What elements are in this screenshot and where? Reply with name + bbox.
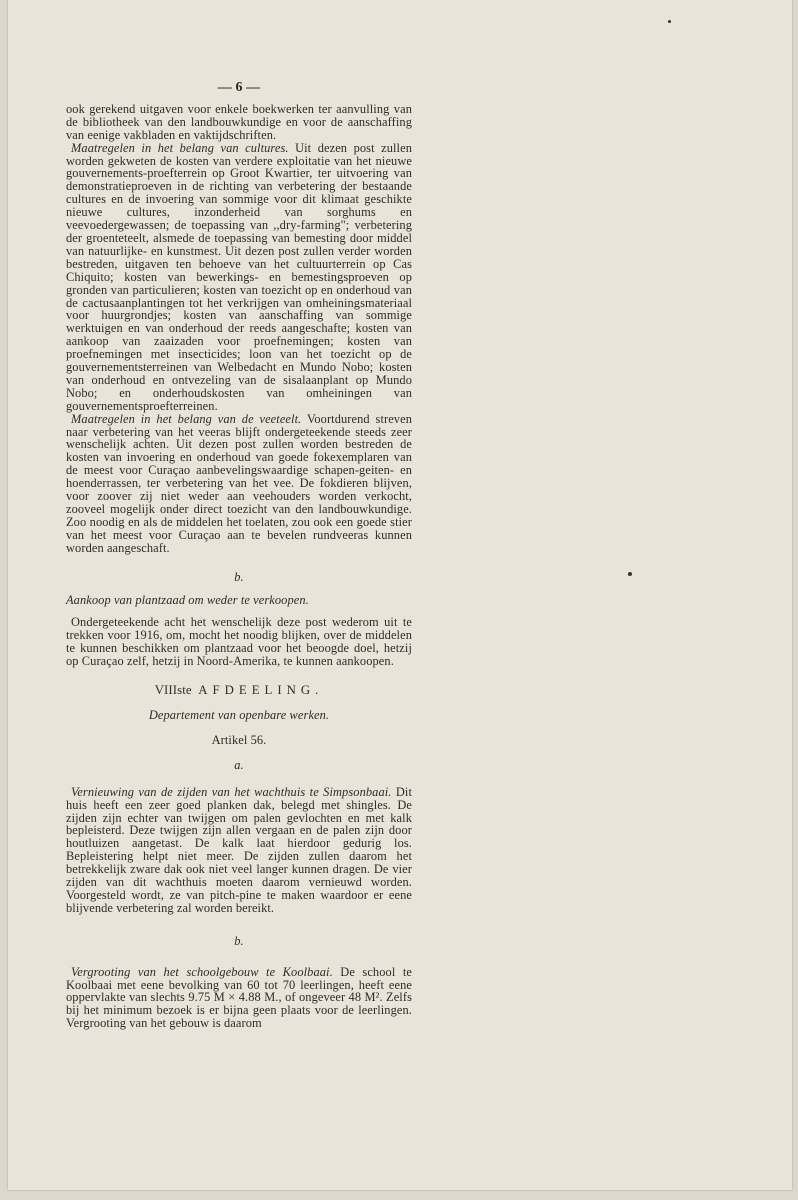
- text-column: [66, 82, 412, 1030]
- section-letter-a: a.: [234, 757, 244, 772]
- afdeeling-heading: [66, 684, 412, 697]
- heading-veeteelt: Maatregelen in het belang van de veeteelt.: [71, 411, 302, 426]
- section-letter-b1: b.: [234, 569, 244, 584]
- department-heading: Departement van openbare werken.: [148, 707, 330, 722]
- body-schoolgebouw: De school te Koolbaai met eene bevolking van 60 tot 70 leerlingen, heeft eene oppervlakte van slechts 9.75 M × 4.88 M., of ongeveer 48 M². Zelfs bij het minimum bezoek is er bijna geen plaats voor de leerlingen. Vergrooting van het gebouw is daarom: [66, 964, 412, 1031]
- paragraph-cultures: [66, 142, 412, 413]
- section-letter-b2: b.: [234, 933, 244, 948]
- paragraph-wachthuis: [66, 786, 412, 915]
- afdeeling-prefix: VIIIste: [154, 683, 192, 698]
- heading-cultures: Maatregelen in het belang van cultures.: [71, 140, 289, 155]
- paragraph-plantzaad: Ondergeteekende acht het wenschelijk deze post wederom uit te trekken voor 1916, om, mocht het noodig blijken, over de middelen te kunnen beschikken om plantzaad voor het beoogde doel, hetzij op Curaçao zelf, hetzij in Noord-Amerika, te kunnen aankoopen.: [66, 615, 412, 669]
- artikel-heading: Artikel 56.: [211, 732, 267, 747]
- paragraph-library: ook gerekend uitgaven voor enkele boekwerken ter aanvulling van de bibliotheek van den landbouwkundige en voor de aanschaffing van eenige vakbladen en vaktijdschriften.: [66, 101, 412, 142]
- speck-mark: [668, 20, 671, 23]
- body-cultures: Uit dezen post zullen worden gekweten de kosten van verdere exploitatie van het nieuwe gouvernements-proefterrein op Groot Kwartier, ter uitvoering van demonstratieproeven in de richting van verbetering der bestaande cultures en de invoering van sommige voor dit klimaat geschikte nieuwe cultures, inzonderheid van sorghums en veevoedergewassen; de toepassing van ,,dry-farming"; verbetering der groenteteelt, alsmede de toepassing van bemesting door middel van natuurlijke- en kunstmest. Uit dezen post zullen verder worden bestreden, uitgaven ten behoeve van het cultuurterrein op Cas Chiquito; kosten van bewerkings- en bemestingsproeven op gronden van particulieren; kosten van toezicht op en onderhoud van de cactusaanplantingen tot het verkrijgen van omheiningsmateriaal voor huurgrondjes; kosten van aanschaffing van sommige werktuigen en van onderhoud der reeds aangeschafte; kosten van aankoop van zaaizaden voor proefnemingen; kosten van proefnemingen met insecticides; loon van het toezicht op de gouvernementsterreinen van Welbedacht en Mundo Nobo; kosten van onderhoud en ontvezeling van de sisalaanplant op Mundo Nobo; en onderhoudskosten van omheiningen van gouvernementsproefterreinen.: [66, 140, 412, 413]
- heading-plantzaad: Aankoop van plantzaad om weder te verkoopen.: [66, 592, 309, 607]
- document-page: [8, 0, 792, 1190]
- page-number: — 6 —: [217, 80, 261, 95]
- heading-schoolgebouw: Vergrooting van het schoolgebouw te Koolbaai.: [71, 964, 333, 979]
- afdeeling-word: AFDEELING.: [198, 683, 324, 698]
- heading-wachthuis: Vernieuwing van de zijden van het wachthuis te Simpsonbaai.: [71, 784, 392, 799]
- body-wachthuis: Dit huis heeft een zeer goed planken dak, belegd met shingles. De zijden zijn echter van twijgen om palen gevlochten en met kalk bepleisterd. Deze twijgen zijn allen vergaan en de palen zijn door houtluizen aangetast. De kalk laat hierdoor gedurig los. Bepleistering helpt niet meer. De zijden zullen daarom het betrekkelijk zware dak ook niet veel langer kunnen dragen. De vier zijden van dit wachthuis moeten daarom vernieuwd worden. Voorgesteld wordt, ze van pitch-pine te maken waardoor er eene blijvende verbetering zal worden bereikt.: [66, 784, 412, 915]
- paragraph-schoolgebouw: [66, 966, 412, 1031]
- speck-mark: [628, 572, 632, 576]
- paragraph-veeteelt: [66, 413, 412, 555]
- body-veeteelt: Voortdurend streven naar verbetering van het veeras blijft ondergeteekende steeds zeer wenschelijk achten. Uit dezen post zullen worden bestreden de kosten van invoering en onderhoud van goede fokexemplaren van de meest voor Curaçao aanbevelingswaardige schapen-geiten- en hoenderrassen, ter verbetering van het vee. De fokdieren blijven, voor zoover zij niet weder aan veehouders worden verkocht, zooveel mogelijk onder direct toezicht van den landbouwkundige. Zoo noodig en als de middelen het toelaten, zou ook een goede stier van het meest voor Curaçao aan te bevelen rundveeras kunnen worden aangeschaft.: [66, 411, 413, 555]
